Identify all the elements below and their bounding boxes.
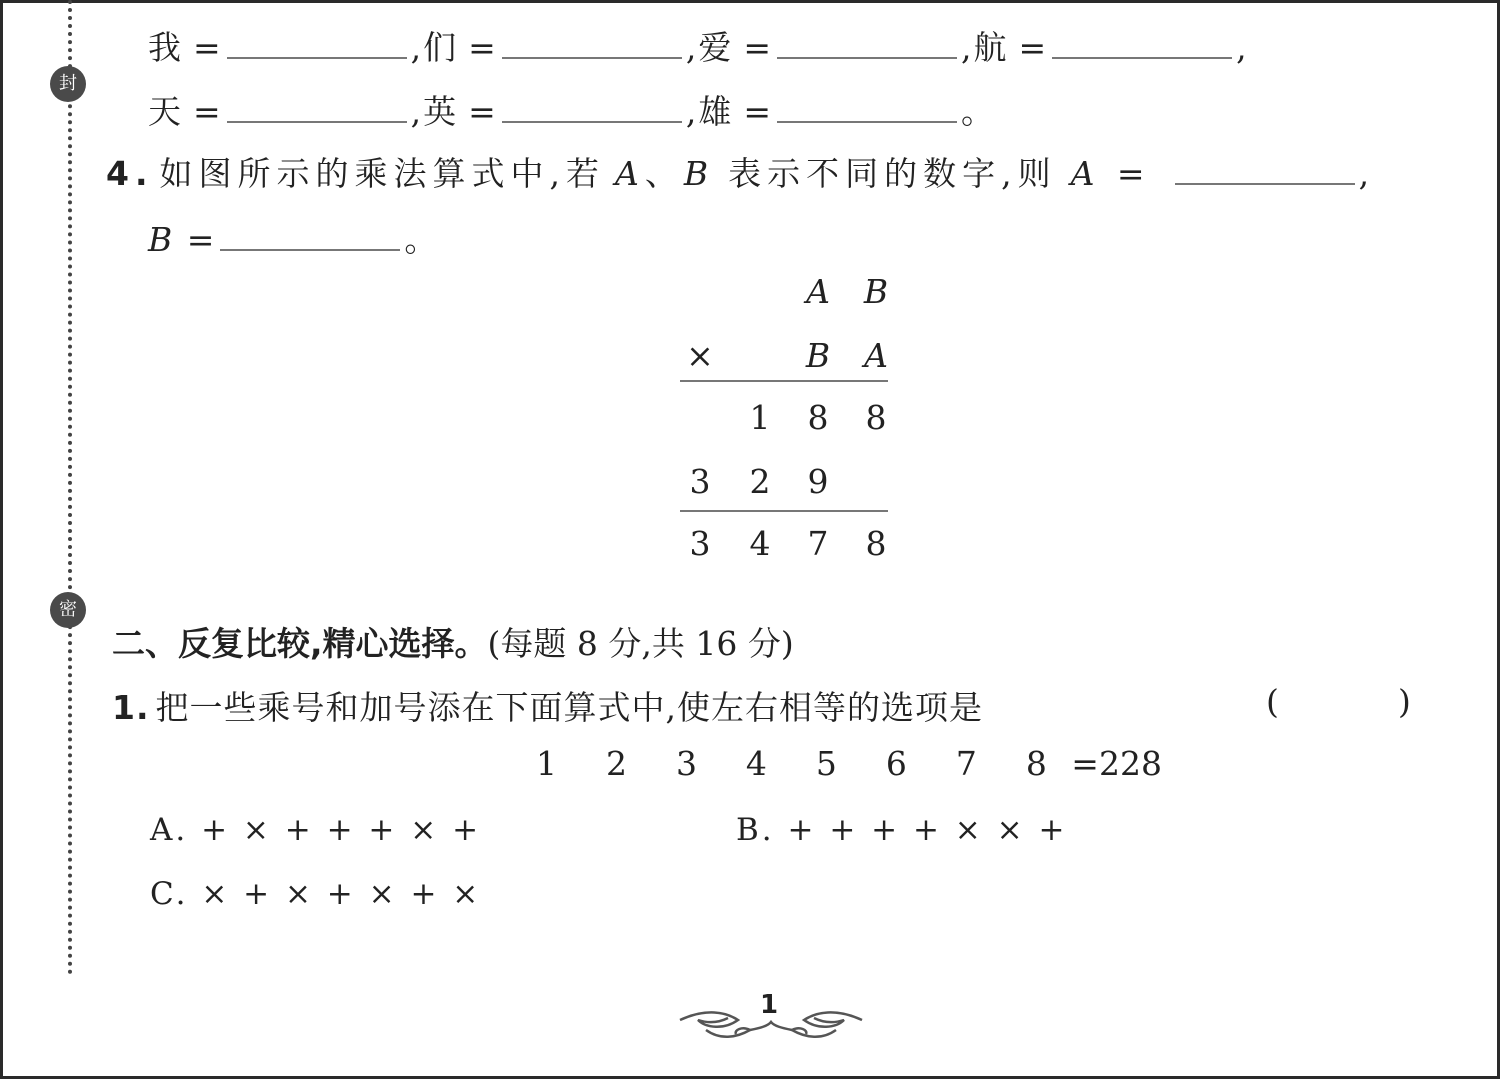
answer-blank[interactable] <box>1052 33 1232 59</box>
question-number: 4. <box>106 154 154 193</box>
q3-char: 我 <box>148 28 183 67</box>
digit: 7 <box>807 524 829 563</box>
equals-sign: = <box>468 28 498 67</box>
q3-char: 雄 <box>698 92 734 131</box>
equals-sign: = <box>1018 28 1049 67</box>
q3-char: 航 <box>973 28 1009 67</box>
seal-mark-icon: 封 <box>50 66 86 102</box>
separator: 。 <box>404 220 440 259</box>
equation: 1 2 3 4 5 6 7 8 =228 <box>536 744 1162 783</box>
section-title: 二、反复比较,精心选择。 <box>112 624 488 663</box>
section-heading <box>112 618 794 665</box>
q4-b-line <box>148 214 439 261</box>
answer-slot[interactable] <box>1290 682 1390 722</box>
seal-mark-icon: 密 <box>50 592 86 628</box>
answer-blank-b[interactable] <box>220 225 400 251</box>
b-equals: B = <box>148 220 217 259</box>
digit: A <box>806 272 830 311</box>
option-b[interactable]: B. + + + + × × + <box>736 812 1068 848</box>
separator: 。 <box>960 92 996 131</box>
var-a: A <box>615 154 645 193</box>
answer-paren-close: ) <box>1398 682 1411 721</box>
equals-sign: = <box>193 28 223 67</box>
digit: B <box>805 336 831 375</box>
equals-sign: = <box>743 28 773 67</box>
a-equals: A = <box>1070 154 1151 193</box>
separator: , <box>960 28 974 67</box>
equals-sign: = <box>193 92 223 131</box>
digit: 9 <box>807 462 829 501</box>
question-number: 1. <box>112 688 150 727</box>
separator: , <box>1236 28 1249 67</box>
digit: 2 <box>749 462 771 501</box>
q3-row2 <box>148 86 996 133</box>
digit: 3 <box>689 462 711 501</box>
answer-blank-a[interactable] <box>1175 159 1355 185</box>
digit: 1 <box>749 398 771 437</box>
q3-char: 英 <box>423 92 459 131</box>
binding-dotted-line <box>68 0 72 975</box>
digit: 4 <box>749 524 771 563</box>
equals-sign: = <box>468 92 498 131</box>
times-sign: × <box>686 336 714 375</box>
digit: 3 <box>689 524 711 563</box>
multiplication-figure <box>680 272 890 572</box>
q4-question <box>106 148 1375 195</box>
q3-char: 爱 <box>698 28 734 67</box>
question-text: 如图所示的乘法算式中,若 <box>159 154 605 193</box>
var-b: B <box>683 154 715 193</box>
answer-blank[interactable] <box>227 97 407 123</box>
page-number: 1 <box>760 990 779 1020</box>
rule-line <box>680 380 888 382</box>
digit: 8 <box>865 524 887 563</box>
answer-blank[interactable] <box>777 33 957 59</box>
separator: , <box>410 28 424 67</box>
digit: B <box>863 272 889 311</box>
q3-char: 天 <box>148 92 183 131</box>
option-a[interactable]: A. + × + + + × + <box>150 812 482 848</box>
digit: A <box>864 336 888 375</box>
answer-blank[interactable] <box>227 33 407 59</box>
separator: , <box>685 28 699 67</box>
separator: , <box>1358 154 1376 193</box>
s2-q1 <box>112 682 983 729</box>
answer-blank[interactable] <box>502 97 682 123</box>
equals-sign: = <box>743 92 773 131</box>
answer-paren-open: ( <box>1266 682 1279 721</box>
separator: , <box>410 92 424 131</box>
section-points: (每题 8 分,共 16 分) <box>487 624 794 663</box>
answer-blank[interactable] <box>502 33 682 59</box>
q3-row1 <box>148 22 1249 69</box>
answer-blank[interactable] <box>777 97 957 123</box>
option-c[interactable]: C. × + × + × + × <box>150 876 482 912</box>
rule-line <box>680 510 888 512</box>
question-text: 、 <box>644 154 684 193</box>
q3-char: 们 <box>423 28 459 67</box>
separator: , <box>685 92 699 131</box>
digit: 8 <box>807 398 829 437</box>
digit: 8 <box>865 398 887 437</box>
question-text: 表示不同的数字,则 <box>728 154 1057 193</box>
question-text: 把一些乘号和加号添在下面算式中,使左右相等的选项是 <box>155 688 983 727</box>
